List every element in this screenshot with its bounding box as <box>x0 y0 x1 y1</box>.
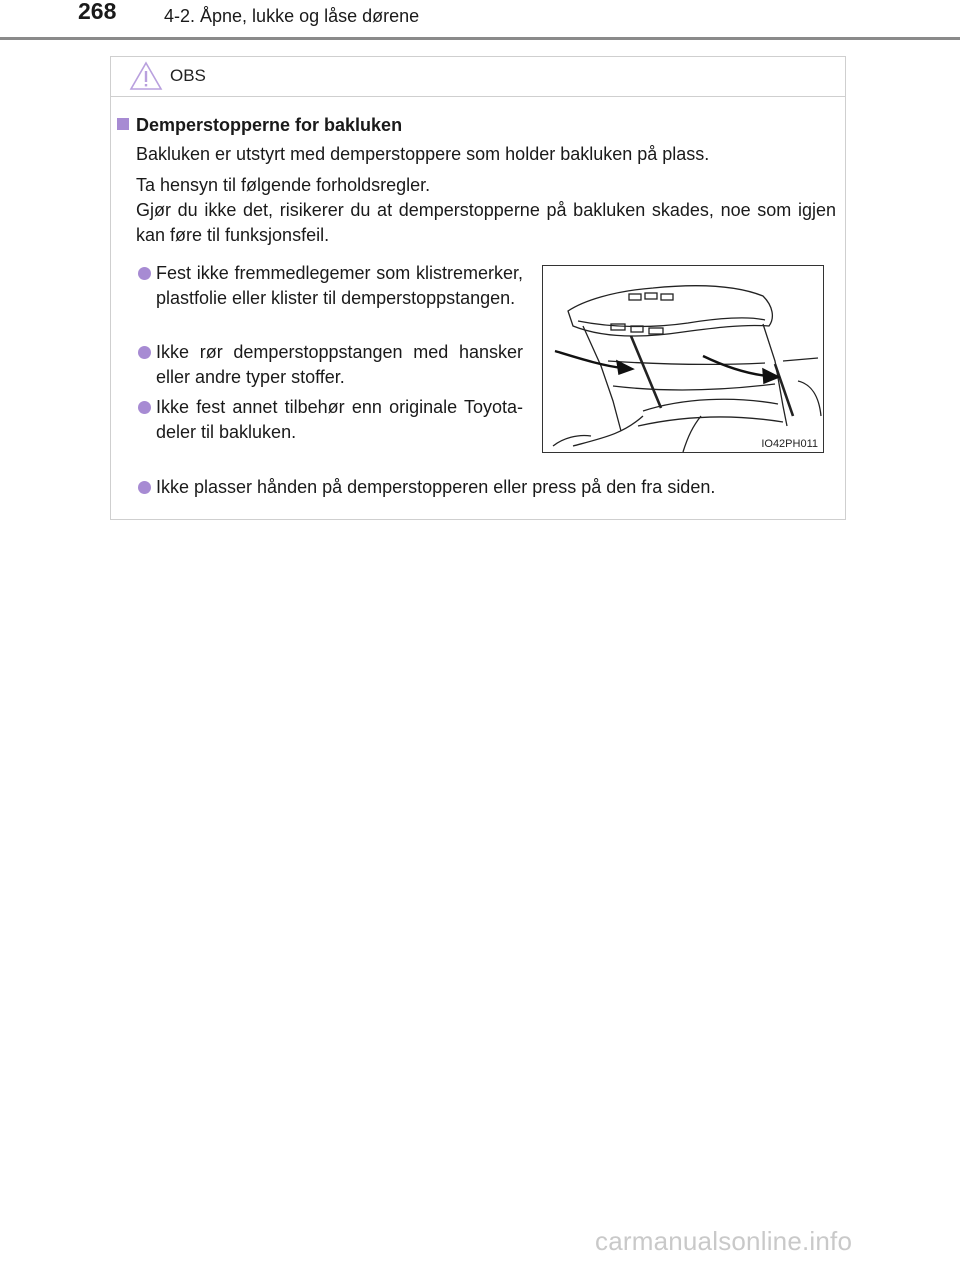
warning-triangle-icon <box>129 61 163 91</box>
sub-heading-text: Demperstopperne for bakluken <box>136 115 403 135</box>
bullet-item <box>138 261 523 311</box>
paragraph-precautions-line2: Gjør du ikke det, risikerer du at demperstopperne på bakluken skades, noe som igjen kan føre til funksjonsfeil. <box>136 200 836 245</box>
section-title: 4-2. Åpne, lukke og låse dørene <box>164 6 420 26</box>
square-bullet-icon <box>117 118 129 130</box>
backdoor-line-drawing <box>543 266 825 454</box>
header-rule <box>0 37 960 40</box>
round-bullet-icon <box>138 346 151 359</box>
notice-box <box>110 56 846 520</box>
paragraph-precautions <box>136 173 836 248</box>
bullet-text: Ikke fest annet tilbehør enn originale Toyota-deler til bakluken. <box>156 397 523 442</box>
paragraph-intro: Bakluken er utstyrt med demperstoppere som holder bakluken på plass. <box>136 144 710 164</box>
bullet-item <box>138 475 838 500</box>
round-bullet-icon <box>138 267 151 280</box>
bullet-text: Ikke rør demperstoppstangen med hansker eller andre typer stoffer. <box>156 342 523 387</box>
watermark: carmanualsonline.info <box>595 1226 853 1256</box>
paragraph-precautions-line1: Ta hensyn til følgende forholdsregler. <box>136 175 431 195</box>
notice-header <box>111 57 845 97</box>
bullet-item <box>138 395 523 445</box>
bullet-text: Fest ikke fremmedlegemer som klistremerker, plastfolie eller klister til demperstoppstangen. <box>156 263 523 308</box>
page-number: 268 <box>78 0 117 24</box>
round-bullet-icon <box>138 401 151 414</box>
round-bullet-icon <box>138 481 151 494</box>
backdoor-damper-illustration <box>542 265 824 453</box>
sub-heading <box>117 115 402 136</box>
notice-label: OBS <box>170 66 206 85</box>
bullet-text: Ikke plasser hånden på demperstopperen eller press på den fra siden. <box>156 477 716 497</box>
figure-code: IO42PH011 <box>761 438 818 450</box>
bullet-item <box>138 340 523 390</box>
